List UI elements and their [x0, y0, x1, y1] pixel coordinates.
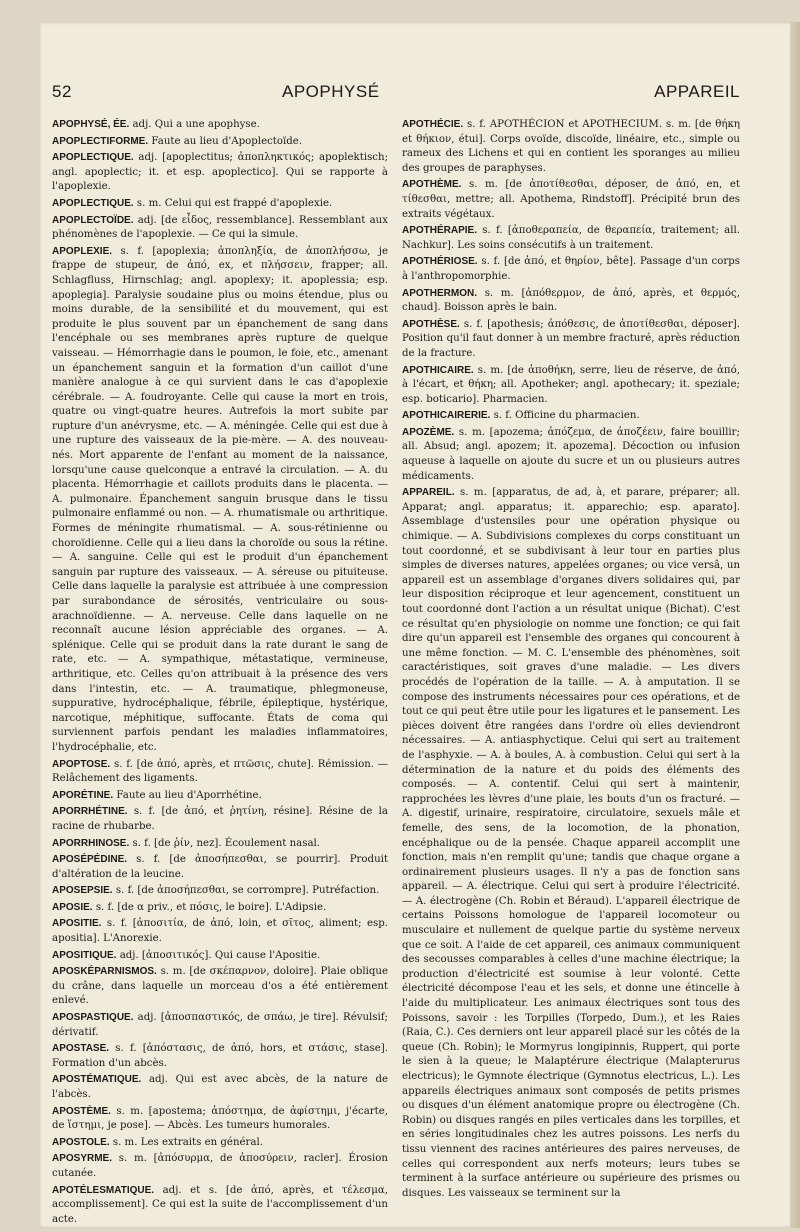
entry-definition: adj. [apoplectitus; ἀποπληκτικός; apoplektisch; angl. apoplectic; it. et esp. apoplectico]. Qui se rapporte à l'apoplexie.: [52, 152, 388, 193]
entry-headword: APOTHICAIRE.: [402, 364, 474, 376]
dictionary-entry: [52, 118, 388, 133]
entry-definition: s. f. [ἀπόστασις, de ἀπό, hors, et στάσις, stase]. Formation d'un abcès.: [52, 1043, 388, 1069]
entry-definition: s. m. Celui qui est frappé d'apoplexie.: [133, 197, 333, 209]
dictionary-entry: [52, 1042, 388, 1071]
entry-definition: s. f. [de ῥίν, nez]. Écoulement nasal.: [129, 837, 321, 849]
dictionary-entry: [52, 949, 388, 964]
dictionary-entry: [52, 789, 388, 804]
entry-definition: s. m. [ἀπόσυρμα, de ἀποσύρειν, racler]. Érosion cutanée.: [52, 1153, 388, 1179]
dictionary-entry: [52, 197, 388, 212]
entry-definition: adj. et s. [de ἀπό, après, et τέλεσμα, accomplissement]. Ce qui est la suite de l'accomplissement d'un acte.: [52, 1184, 388, 1225]
entry-headword: APOPLEXIE.: [52, 245, 113, 257]
dictionary-entry: [52, 1136, 388, 1151]
entry-headword: APPAREIL.: [402, 487, 455, 499]
entry-definition: s. f. [de ἀπό, et θηρίον, bête]. Passage d'un corps à l'anthropomorphie.: [402, 256, 740, 282]
entry-headword: APOSYRME.: [52, 1153, 113, 1165]
entry-headword: APOTHÉRIOSE.: [402, 256, 478, 268]
dictionary-entry: [52, 758, 388, 787]
dictionary-entry: [52, 1184, 388, 1228]
entry-headword: APOTHÉRAPIE.: [402, 225, 478, 237]
running-head-right: APPAREIL: [654, 82, 740, 101]
dictionary-entry: [52, 1073, 388, 1102]
entry-headword: APOSTASE.: [52, 1043, 110, 1055]
entry-headword: APOPLECTIQUE.: [52, 152, 134, 164]
entry-definition: s. f. [de ἀποσήπεσθαι, se corrompre]. Putréfaction.: [112, 885, 380, 897]
entry-headword: APOSPASTIQUE.: [52, 1012, 134, 1024]
entry-definition: s. f. [apoplexia; ἀποπληξία, de ἀποπλήσσω, je frappe de stupeur, de ἀπό, ex, et πλήσσειν, frapper; all. Schlagfluss, Hirnschlag; angl. apoplexy; it. apoplessia; esp. apoplegia]. Paralysie soudaine plus ou moins étendue, plus ou moins durable, de la sensibilité et du mouvement, qui est produite le plus souvent par un épanchement de sang dans l'encéphale ou ses membranes après rupture de quelque vaisseau. — Hémorrhagie dans le poumon, le foie, etc., amenant un épanchement sanguin et la formation d'un caillot d'une manière analogue à ce qui survient dans le cas d'apoplexie cérébrale. — A. foudroyante. Celle qui cause la mort en trois, quatre ou vingt-quatre heures. Autrefois la mort subite par rupture d'un anévrysme, etc. — A. méningée. Celle qui est due à une rupture des vaisseaux de la pie-mère. — A. des nouveau-nés. Mort apparente de l'enfant au moment de la naissance, lorsqu'une cause quelconque a entravé la circulation. — A. du placenta. Hémorrhagie et caillots produits dans le placenta. — A. pulmonaire. Épanchement sanguin brusque dans le tissu pulmonaire enflammé ou non. — A. rhumatismale ou arthritique. Formes de méningite rhumatismal. — A. sous-rétinienne ou choroïdienne. Celle qui a lieu dans la choroïde ou sous la rétine. — A. sanguine. Celle qui est le produit d'un épanchement sanguin par rupture des vaisseaux. — A. séreuse ou pituiteuse. Celle dans laquelle la paralysie est attribuée à une compression par surabondance de sérosités, ventriculaire ou sous-arachnoïdienne. — A. nerveuse. Celle dans laquelle on ne reconnaît aucune lésion appréciable des organes. — A. splénique. Celle qui se produit dans la rate durant le sang de rate, etc. — A. sympathique, métastatique, vermineuse, arthritique, etc. Celles qu'on attribuait à la présence des vers dans l'intestin, etc. — A. traumatique, phlegmoneuse, suppurative, hydrocéphalique, fébrile, épileptique, hystérique, narcotique, méphitique, suffocante. États de coma qui surviennent parfois pendant les maladies inflammatoires, l'hydrocéphalie, etc.: [52, 245, 388, 753]
running-header: [52, 82, 800, 106]
page-edge: [790, 22, 800, 1228]
entry-definition: s. f. [de ἀπό, après, et πτῶσις, chute]. Rémission. — Relâchement des ligaments.: [52, 758, 388, 785]
entry-headword: APORRHINOSE.: [52, 837, 130, 849]
dictionary-entry: [52, 1011, 388, 1040]
dictionary-entry: [52, 135, 388, 150]
entry-headword: APOPTOSE.: [52, 758, 111, 770]
dictionary-entry: [402, 287, 740, 316]
entry-headword: APOSIE.: [52, 901, 93, 913]
entry-definition: adj. [de εἶδος, ressemblance]. Ressemblant aux phénomènes de l'apoplexie. — Ce qui la simule.: [52, 214, 388, 241]
entry-headword: APORRHÉTINE.: [52, 806, 128, 818]
entry-definition: s. f. APOTHÉCION et APOTHECIUM. s. m. [de θήκη et θήκιον, étui]. Corps ovoïde, discoïde, linéaire, etc., simple ou rameux des Lichens et qui en contient les sporanges au milieu des groupes de paraphyses.: [402, 119, 740, 174]
dictionary-entry: [402, 118, 740, 176]
left-column: [52, 118, 388, 1225]
entry-headword: APORÉTINE.: [52, 789, 114, 801]
dictionary-entry: [52, 917, 388, 946]
dictionary-entry: [402, 486, 740, 1201]
dictionary-entry: [52, 1152, 388, 1181]
dictionary-entry: [52, 151, 388, 195]
entry-headword: APOSEPSIE.: [52, 885, 113, 897]
entry-definition: s. m. [apparatus, de ad, à, et parare, préparer; all. Apparat; angl. apparatus; it. apparechio; esp. aparato]. Assemblage d'ustensiles pour une opération physique ou chimique. — A. Subdivisions complexes du corps constituant un tout coordonné, et se subdivisant à leur tour en parties plus simples de diverses natures, appelées organes; ou vice versâ, un appareil est un assemblage d'organes divers solidaires qui, par leur disposition réciproque et leur agencement, constituent un tout coordonné dont l'action a un résultat unique (Bichat). C'est ce résultat qu'en physiologie on nomme une fonction; ce qui fait dire qu'un appareil est l'ensemble des organes qui concourent à une même fonction. — M. C. L'ensemble des phénomènes, soit caractéristiques, soit graves d'une maladie. — Les divers procédés de l'opération de la taille. — A. à amputation. Il se compose des instruments nécessaires pour ces opérations, et de tout ce qui peut être utile pour les ligatures et le pansement. Les pièces doivent être rangées dans l'ordre où elles deviendront nécessaires. — A. antiasphyctique. Celui qui sert au traitement de l'asphyxie. — A. à boules, A. à combustion. Celui qui sert à la détermination de la nature et du poids des éléments des composés. — A. contentif. Celui qui sert à maintenir, rapprochées les lèvres d'une plaie, les bouts d'un os fracturé. — A. digestif, urinaire, respiratoire, circulatoire, sexuels mâle et femelle, des sens, de la locomotion, de la phonation, encéphalique ou de la pensée. Chaque appareil accomplit une fonction, mais n'en remplit qu'une; tandis que chaque organe a ordinairement plusieurs usages. Il n'y a pas de fonction sans appareil. — A. électrique. Celui qui sert à produire l'électricité. — A. électrogène (Ch. Robin et Béraud). L'appareil électrique de certains Poissons homologue de l'appareil locomoteur ou musculaire et nullement de quelque partie du système nerveux que ce soit. A l'aide de cet appareil, ces animaux communiquent des secousses comparables à celles d'une machine électrique; la production d'électricité est soumise à leur volonté. Cette électricité décompose l'eau et les sels, et donne une étincelle à l'aide du multiplicateur. Les animaux électriques sont tous des Poissons, savoir : les Torpilles (Torpedo, Dum.), et les Raies (Raia, C.). Ces derniers ont leur appareil placé sur les côtés de la queue (Ch. Robin); le Mormyrus longipinnis, Ruppert, qui porte le sien à la queue; le Malaptérure électrique (Malapterurus electricus); le Gymnote électrique (Gymnotus electricus, L.). Les appareils électriques animaux sont composés de petits prismes ou disques d'un élément anatomique propre ou électrogène (Ch. Robin) ou disques rangés en piles verticales dans les torpilles, et en séries longitudinales chez les autres poissons. Les nerfs du tissu viennent des racines antérieures des paires nerveuses, de celles qui correspondent aux nerfs moteurs; leurs tubes se terminent à la surface antérieure ou supérieure des prismes ou disques. Les vaisseaux se terminent sur la: [402, 487, 740, 1199]
entry-definition: s. f. [de ἀποσήπεσθαι, se pourrir]. Produit d'altération de la leucine.: [52, 854, 388, 880]
entry-definition: s. f. [de α priv., et πόσις, le boire]. L'Adipsie.: [92, 901, 327, 913]
entry-definition: s. m. [apozema; ἀπόζεμα, de ἀποζέειν, faire bouillir; all. Absud; angl. apozem; it. apozema]. Décoction ou infusion aqueuse à laquelle on ajoute du sucre et un ou plusieurs autres médicaments.: [402, 426, 740, 482]
entry-headword: APOPLECTIFORME.: [52, 135, 149, 147]
dictionary-entry: [52, 805, 388, 834]
dictionary-entry: [402, 364, 740, 408]
entry-definition: adj. Qui est avec abcès, de la nature de l'abcès.: [52, 1074, 388, 1100]
entry-headword: APOPLECTOÏDE.: [52, 214, 134, 226]
entry-definition: Faute au lieu d'Apoplectoïde.: [148, 135, 303, 147]
entry-definition: adj. [ἀποσπαστικός, de σπάω, je tire]. Révulsif; dérivatif.: [52, 1012, 388, 1038]
dictionary-entry: [52, 837, 388, 852]
entry-definition: s. m. [ἀπόθερμον, de ἀπό, après, et θερμός, chaud]. Boisson après le bain.: [402, 287, 740, 314]
entry-definition: s. m. [de ἀποθήκη, serre, lieu de réserve, de ἀπό, à l'écart, et θήκη; all. Apotheker; angl. apothecary; it. speziale; esp. boticario]. Pharmacien.: [402, 364, 740, 405]
entry-headword: APOTÉLESMATIQUE.: [52, 1184, 155, 1196]
entry-definition: s. f. [apothesis; ἀπόθεσις, de ἀποτίθεσθαι, déposer]. Position qu'il faut donner à un membre fracturé, après réduction de la fracture.: [402, 318, 740, 359]
entry-headword: APOSITIQUE.: [52, 949, 117, 961]
entry-definition: s. m. Les extraits en général.: [109, 1136, 263, 1148]
dictionary-entry: [402, 224, 740, 253]
entry-definition: s. f. Officine du pharmacien.: [490, 410, 640, 422]
entry-headword: APOPLECTIQUE.: [52, 197, 134, 209]
entry-headword: APOSKÉPARNISMOS.: [52, 966, 157, 978]
dictionary-entry: [52, 965, 388, 1009]
dictionary-entry: [52, 245, 388, 756]
entry-headword: APOTHICAIRERIE.: [402, 410, 491, 422]
entry-definition: adj. [ἀποσιτικός]. Qui cause l'Apositie.: [116, 949, 321, 961]
right-column: [402, 118, 740, 1218]
dictionary-entry: [52, 853, 388, 882]
entry-headword: APOTHÈSE.: [402, 318, 460, 330]
entry-headword: APOSTÈME.: [52, 1105, 111, 1117]
entry-headword: APOSTÉMATIQUE.: [52, 1074, 142, 1086]
entry-definition: s. m. [apostema; ἀπόστημα, de ἀφίστημι, j'écarte, de ἵστημι, je pose]. — Abcès. Les tumeurs humorales.: [52, 1105, 388, 1132]
entry-definition: s. f. [de ἀπό, et ῥητίνη, résine]. Résine de la racine de rhubarbe.: [52, 806, 388, 832]
entry-definition: s. f. [ἀποσιτία, de ἀπό, loin, et σῖτος, aliment; esp. apositia]. L'Anorexie.: [52, 918, 388, 945]
entry-definition: s. m. [de σκέπαρνον, doloire]. Plaie oblique du crâne, dans laquelle un morceau d'os a été entièrement enlevé.: [52, 966, 388, 1007]
dictionary-entry: [402, 409, 740, 424]
entry-definition: s. f. [ἀποθεραπεία, de θεραπεία, traitement; all. Nachkur]. Les soins consécutifs à un traitement.: [402, 225, 740, 251]
entry-headword: APOSTOLE.: [52, 1136, 110, 1148]
dictionary-entry: [402, 178, 740, 222]
entry-headword: APOTHERMON.: [402, 287, 477, 299]
entry-headword: APOZÈME.: [402, 426, 455, 438]
page-number: 52: [52, 82, 72, 101]
dictionary-entry: [52, 884, 388, 899]
entry-headword: APOSÉPÉDINE.: [52, 854, 128, 866]
dictionary-entry: [52, 901, 388, 916]
book-page: [40, 22, 800, 1228]
dictionary-entry: [52, 214, 388, 243]
dictionary-entry: [402, 426, 740, 484]
entry-headword: APOSITIE.: [52, 918, 102, 930]
entry-headword: APOTHÈME.: [402, 179, 462, 191]
entry-definition: adj. Qui a une apophyse.: [129, 119, 260, 130]
dictionary-entry: [52, 1105, 388, 1134]
running-head-left: APOPHYSÉ: [282, 82, 380, 101]
entry-definition: Faute au lieu d'Aporrhétine.: [113, 789, 262, 801]
dictionary-entry: [402, 255, 740, 284]
entry-headword: APOPHYSÉ, ÉE.: [52, 119, 130, 130]
entry-definition: s. m. [de ἀποτίθεσθαι, déposer, de ἀπό, en, et τίθεσθαι, mettre; all. Apothema, Rindstoff]. Précipité brun des extraits végétaux.: [402, 179, 740, 220]
entry-headword: APOTHÉCIE.: [402, 119, 464, 130]
dictionary-entry: [402, 318, 740, 362]
